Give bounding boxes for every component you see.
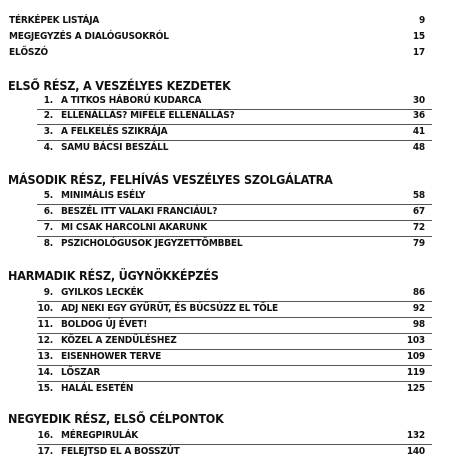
toc-chapter (0, 237, 449, 251)
chapter-page: 41 (412, 126, 425, 137)
chapter-page: 86 (412, 287, 425, 298)
entry-page: 15 (412, 31, 425, 42)
toc-chapter (0, 318, 449, 332)
chapter-page: 67 (412, 206, 425, 217)
toc-chapter (0, 94, 449, 108)
part-heading (0, 411, 449, 427)
chapter-page: 103 (406, 335, 425, 346)
chapter-page: 119 (406, 367, 425, 378)
entry-title: TÉRKÉPEK LISTÁJA (9, 15, 100, 26)
toc-chapter (0, 221, 449, 235)
toc-chapter (0, 429, 449, 443)
toc-chapter (0, 350, 449, 364)
part-heading (0, 172, 449, 188)
chapter-page: 125 (406, 383, 425, 394)
chapter-number: 11. (37, 319, 53, 330)
chapter-page: 48 (412, 142, 425, 153)
part-title: MÁSODIK RÉSZ, FELHÍVÁS VESZÉLYES SZOLGÁLATRA (8, 172, 333, 187)
toc-chapter (0, 109, 449, 123)
chapter-title: A TITKOS HÁBORÚ KUDARCA (61, 95, 202, 106)
toc-chapter (0, 445, 449, 459)
chapter-page: 30 (412, 95, 425, 106)
toc-chapter (0, 382, 449, 396)
chapter-number: 16. (37, 430, 53, 441)
chapter-page: 98 (412, 319, 425, 330)
chapter-page: 58 (412, 190, 425, 201)
chapter-title: LŐSZAR (61, 367, 101, 378)
toc-chapter (0, 334, 449, 348)
chapter-number: 13. (37, 351, 53, 362)
chapter-number: 15. (37, 383, 53, 394)
chapter-title: ELLENÁLLÁS? MIFÉLE ELLENÁLLÁS? (61, 110, 235, 121)
part-title: NEGYEDIK RÉSZ, ELSŐ CÉLPONTOK (8, 411, 224, 426)
toc-chapter (0, 366, 449, 380)
chapter-page: 109 (406, 351, 425, 362)
chapter-page: 92 (412, 303, 425, 314)
chapter-title: MI CSAK HARCOLNI AKARUNK (61, 222, 208, 233)
chapter-title: SAMU BÁCSI BESZÁLL (61, 142, 169, 153)
chapter-page: 72 (412, 222, 425, 233)
chapter-title: KÖZEL A ZENDÜLÉSHEZ (61, 335, 177, 346)
chapter-number: 10. (37, 303, 53, 314)
entry-page: 9 (418, 15, 425, 26)
toc-chapter (0, 205, 449, 219)
toc-entry-front (0, 46, 449, 60)
entry-page: 17 (412, 47, 425, 58)
chapter-number: 12. (37, 335, 53, 346)
chapter-title: MÉREGPIRULÁK (61, 430, 138, 441)
toc-chapter (0, 286, 449, 300)
chapter-number: 2. (43, 110, 53, 121)
chapter-number: 6. (43, 206, 53, 217)
chapter-number: 3. (43, 126, 53, 137)
chapter-page: 36 (412, 110, 425, 121)
chapter-number: 1. (43, 95, 53, 106)
part-heading (0, 268, 449, 284)
chapter-title: A FELKELÉS SZIKRÁJA (61, 126, 168, 137)
chapter-title: BOLDOG ÚJ ÉVET! (61, 319, 148, 330)
toc-chapter (0, 125, 449, 139)
toc-entry-front (0, 14, 449, 28)
chapter-title: GYILKOS LECKÉK (61, 287, 144, 298)
toc-chapter (0, 189, 449, 203)
entry-title: ELŐSZÓ (9, 47, 48, 58)
chapter-title: FELEJTSD EL A BOSSZÚT (61, 446, 180, 457)
chapter-title: ADJ NEKI EGY GYŰRŰT, ÉS BÚCSÚZZ EL TŐLE (61, 303, 278, 314)
toc-chapter (0, 141, 449, 155)
chapter-title: PSZICHOLÓGUSOK JEGYZETTÖMBBEL (61, 238, 243, 249)
toc-chapter (0, 302, 449, 316)
part-heading (0, 78, 449, 94)
chapter-number: 4. (43, 142, 53, 153)
chapter-number: 7. (43, 222, 53, 233)
part-title: ELSŐ RÉSZ, A VESZÉLYES KEZDETEK (8, 78, 231, 93)
chapter-title: HALÁL ESETÉN (61, 383, 134, 394)
chapter-number: 14. (37, 367, 53, 378)
toc-entry-front (0, 30, 449, 44)
chapter-title: EISENHOWER TERVE (61, 351, 162, 362)
entry-title: MEGJEGYZÉS A DIALÓGUSOKRÓL (9, 31, 169, 42)
chapter-number: 9. (43, 287, 53, 298)
chapter-page: 79 (412, 238, 425, 249)
chapter-page: 132 (406, 430, 425, 441)
chapter-number: 8. (43, 238, 53, 249)
chapter-number: 17. (37, 446, 53, 457)
chapter-number: 5. (43, 190, 53, 201)
chapter-title: MINIMÁLIS ESÉLY (61, 190, 146, 201)
chapter-page: 140 (406, 446, 425, 457)
part-title: HARMADIK RÉSZ, ÜGYNÖKKÉPZÉS (8, 268, 219, 283)
chapter-title: BESZÉL ITT VALAKI FRANCIÁUL? (61, 206, 218, 217)
